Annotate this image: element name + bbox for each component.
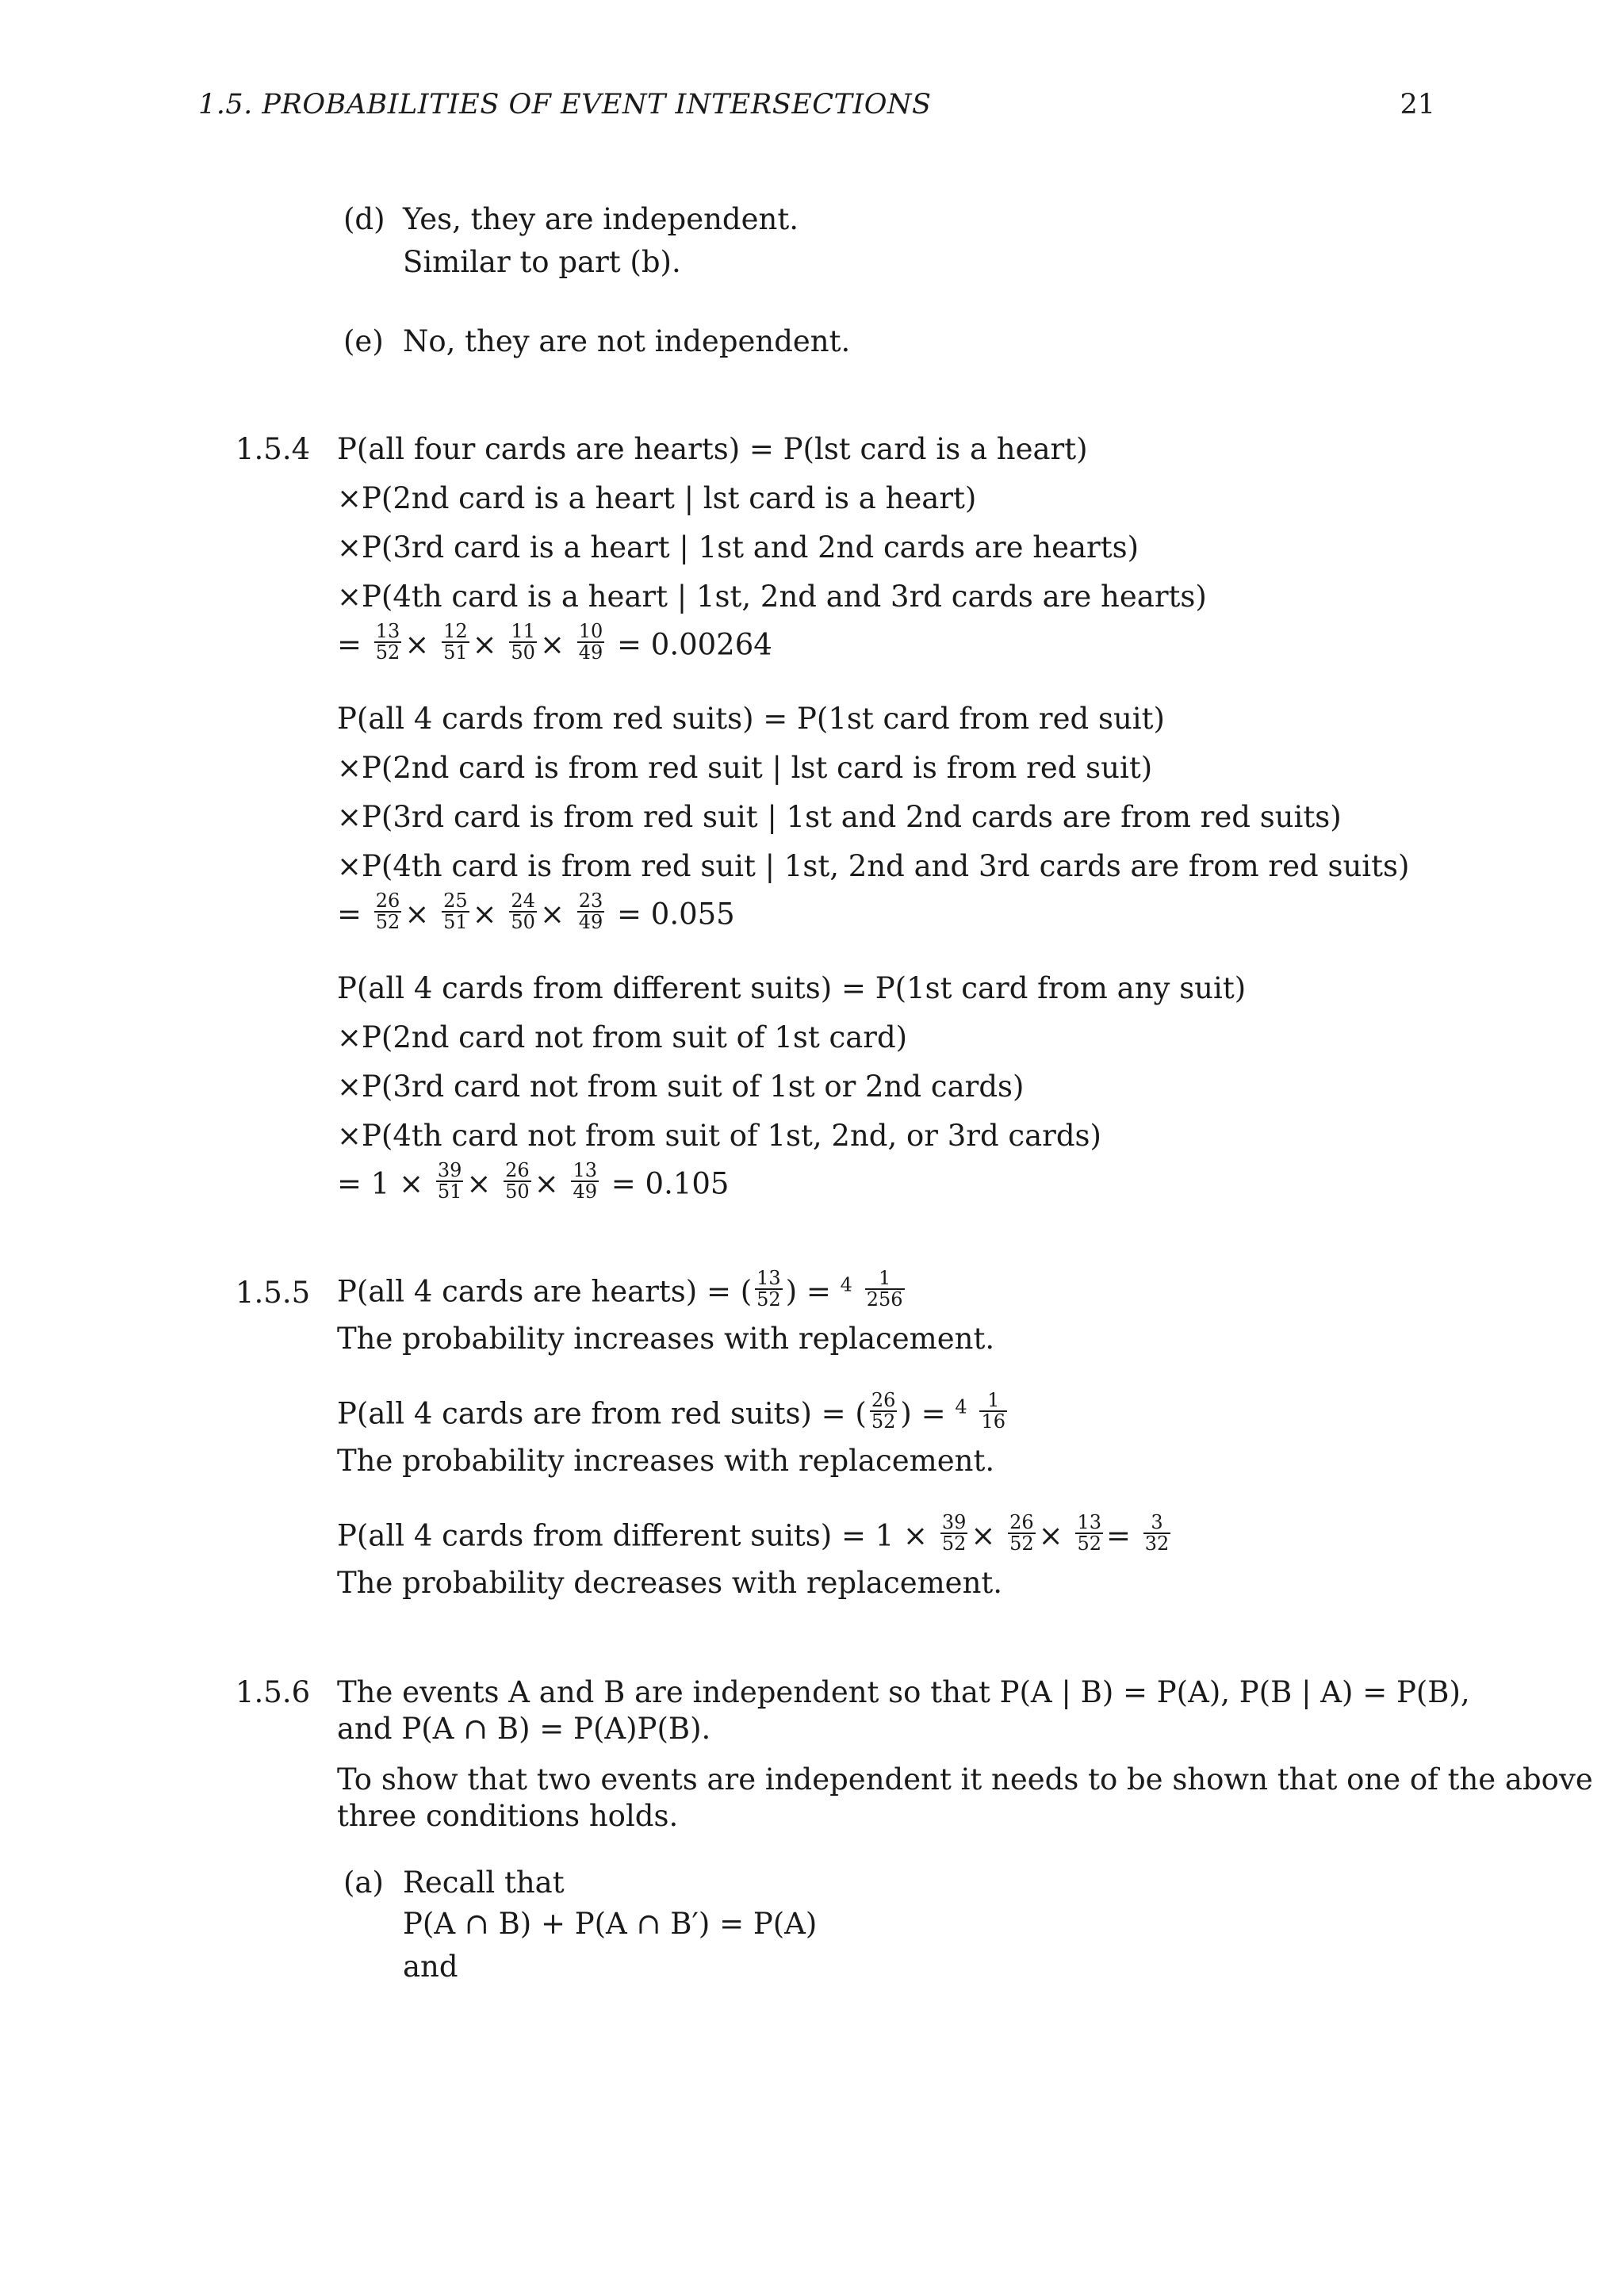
equation-line: ×P(4th card is from red suit | 1st, 2nd and 3rd cards are from red suits) — [337, 849, 1410, 883]
equation-line: ×P(2nd card is a heart | lst card is a heart) — [337, 481, 977, 515]
fraction: $\frac{13}{52}$ — [375, 620, 400, 664]
equation-line: ×P(3rd card is a heart | 1st and 2nd cards are hearts) — [337, 530, 1139, 564]
equation-line: ×P(4th card not from suit of 1st, 2nd, or 3rd cards) — [337, 1119, 1101, 1153]
equation-line: P(all 4 cards from different suits) = P(1st card from any suit) — [337, 971, 1247, 1005]
equation-line: P(all 4 cards are hearts) = ( $\frac{13}{52}$ ) = $^4$ $\frac{1}{256}$ — [337, 1267, 903, 1311]
paragraph-line: The events A and B are independent so that P(A | B) = P(A), P(B | A) = P(B), — [337, 1675, 1470, 1709]
fraction: $\frac{26}{52}$ — [1009, 1511, 1034, 1556]
section-title: 1.5. PROBABILITIES OF EVENT INTERSECTIONS — [198, 89, 932, 121]
fraction: $\frac{3}{32}$ — [1144, 1511, 1170, 1556]
equation-line: ×P(4th card is a heart | 1st, 2nd and 3rd cards are hearts) — [337, 580, 1207, 614]
fraction: $\frac{26}{52}$ — [871, 1389, 896, 1433]
fraction: $\frac{26}{50}$ — [505, 1159, 530, 1203]
fraction: $\frac{10}{49}$ — [578, 620, 603, 664]
fraction: $\frac{12}{51}$ — [443, 620, 468, 664]
equation-line: ×P(2nd card not from suit of 1st card) — [337, 1020, 908, 1054]
part-d-label: (d) — [343, 202, 385, 236]
part-e-line1: No, they are not independent. — [403, 324, 851, 358]
part-a-line2: P(A ∩ B) + P(A ∩ B′) = P(A) — [403, 1907, 818, 1941]
product-line: = $\frac{26}{52}$ × $\frac{25}{51}$ × $\frac{24}{50}$ × $\frac{23}{49}$ = 0.055 — [337, 890, 735, 934]
note: The probability increases with replacement. — [337, 1444, 995, 1478]
equation-line: ×P(3rd card not from suit of 1st or 2nd cards) — [337, 1070, 1025, 1104]
page-number: 21 — [1400, 89, 1435, 121]
equation-line: ×P(3rd card is from red suit | 1st and 2nd cards are from red suits) — [337, 800, 1342, 834]
equation-line: P(all 4 cards from red suits) = P(1st card from red suit) — [337, 702, 1165, 736]
problem-number-1-5-4: 1.5.4 — [236, 432, 311, 466]
fraction: $\frac{23}{49}$ — [578, 890, 603, 934]
part-d-line2: Similar to part (b). — [403, 245, 681, 279]
fraction: $\frac{11}{50}$ — [511, 620, 535, 664]
equation-line: P(all 4 cards are from red suits) = ( $\frac{26}{52}$ ) = $^4$ $\frac{1}{16}$ — [337, 1389, 1005, 1433]
part-a-line3: and — [403, 1950, 458, 1984]
note: The probability increases with replacement. — [337, 1322, 995, 1356]
result: = 0.055 — [617, 897, 735, 932]
fraction: $\frac{26}{52}$ — [375, 890, 400, 934]
fraction: $\frac{1}{16}$ — [981, 1389, 1005, 1433]
fraction: $\frac{13}{52}$ — [1077, 1511, 1101, 1556]
fraction: $\frac{25}{51}$ — [443, 890, 468, 934]
running-header — [198, 89, 1435, 128]
equation-line: P(all four cards are hearts) = P(lst card is a heart) — [337, 432, 1088, 466]
result: = 0.105 — [611, 1166, 730, 1201]
problem-number-1-5-5: 1.5.5 — [236, 1276, 311, 1310]
fraction: $\frac{13}{49}$ — [573, 1159, 598, 1203]
product-line: = 1 × $\frac{39}{51}$ × $\frac{26}{50}$ × $\frac{13}{49}$ = 0.105 — [337, 1159, 730, 1203]
result: = 0.00264 — [617, 627, 772, 662]
equation-line: P(all 4 cards from different suits) = 1 × $\frac{39}{52}$ × $\frac{26}{52}$ × $\frac{13}{52}$ = $\frac{3}{32}$ — [337, 1511, 1170, 1556]
part-a-label: (a) — [343, 1866, 384, 1900]
equation-line: ×P(2nd card is from red suit | lst card is from red suit) — [337, 751, 1153, 785]
product-line: = $\frac{13}{52}$ × $\frac{12}{51}$ × $\frac{11}{50}$ × $\frac{10}{49}$ = 0.00264 — [337, 620, 772, 664]
fraction: $\frac{24}{50}$ — [511, 890, 535, 934]
fraction: $\frac{39}{51}$ — [437, 1159, 462, 1203]
fraction: $\frac{39}{52}$ — [941, 1511, 967, 1556]
paragraph-line: three conditions holds. — [337, 1799, 679, 1833]
part-e-label: (e) — [343, 324, 384, 358]
paragraph-line: To show that two events are independent it needs to be shown that one of the above — [337, 1762, 1593, 1797]
part-d-line1: Yes, they are independent. — [403, 202, 799, 236]
problem-number-1-5-6: 1.5.6 — [236, 1675, 311, 1709]
note: The probability decreases with replacement. — [337, 1566, 1003, 1600]
fraction: $\frac{1}{256}$ — [866, 1267, 903, 1311]
part-a-line1: Recall that — [403, 1866, 565, 1900]
fraction: $\frac{13}{52}$ — [756, 1267, 781, 1311]
paragraph-line: and P(A ∩ B) = P(A)P(B). — [337, 1712, 711, 1746]
